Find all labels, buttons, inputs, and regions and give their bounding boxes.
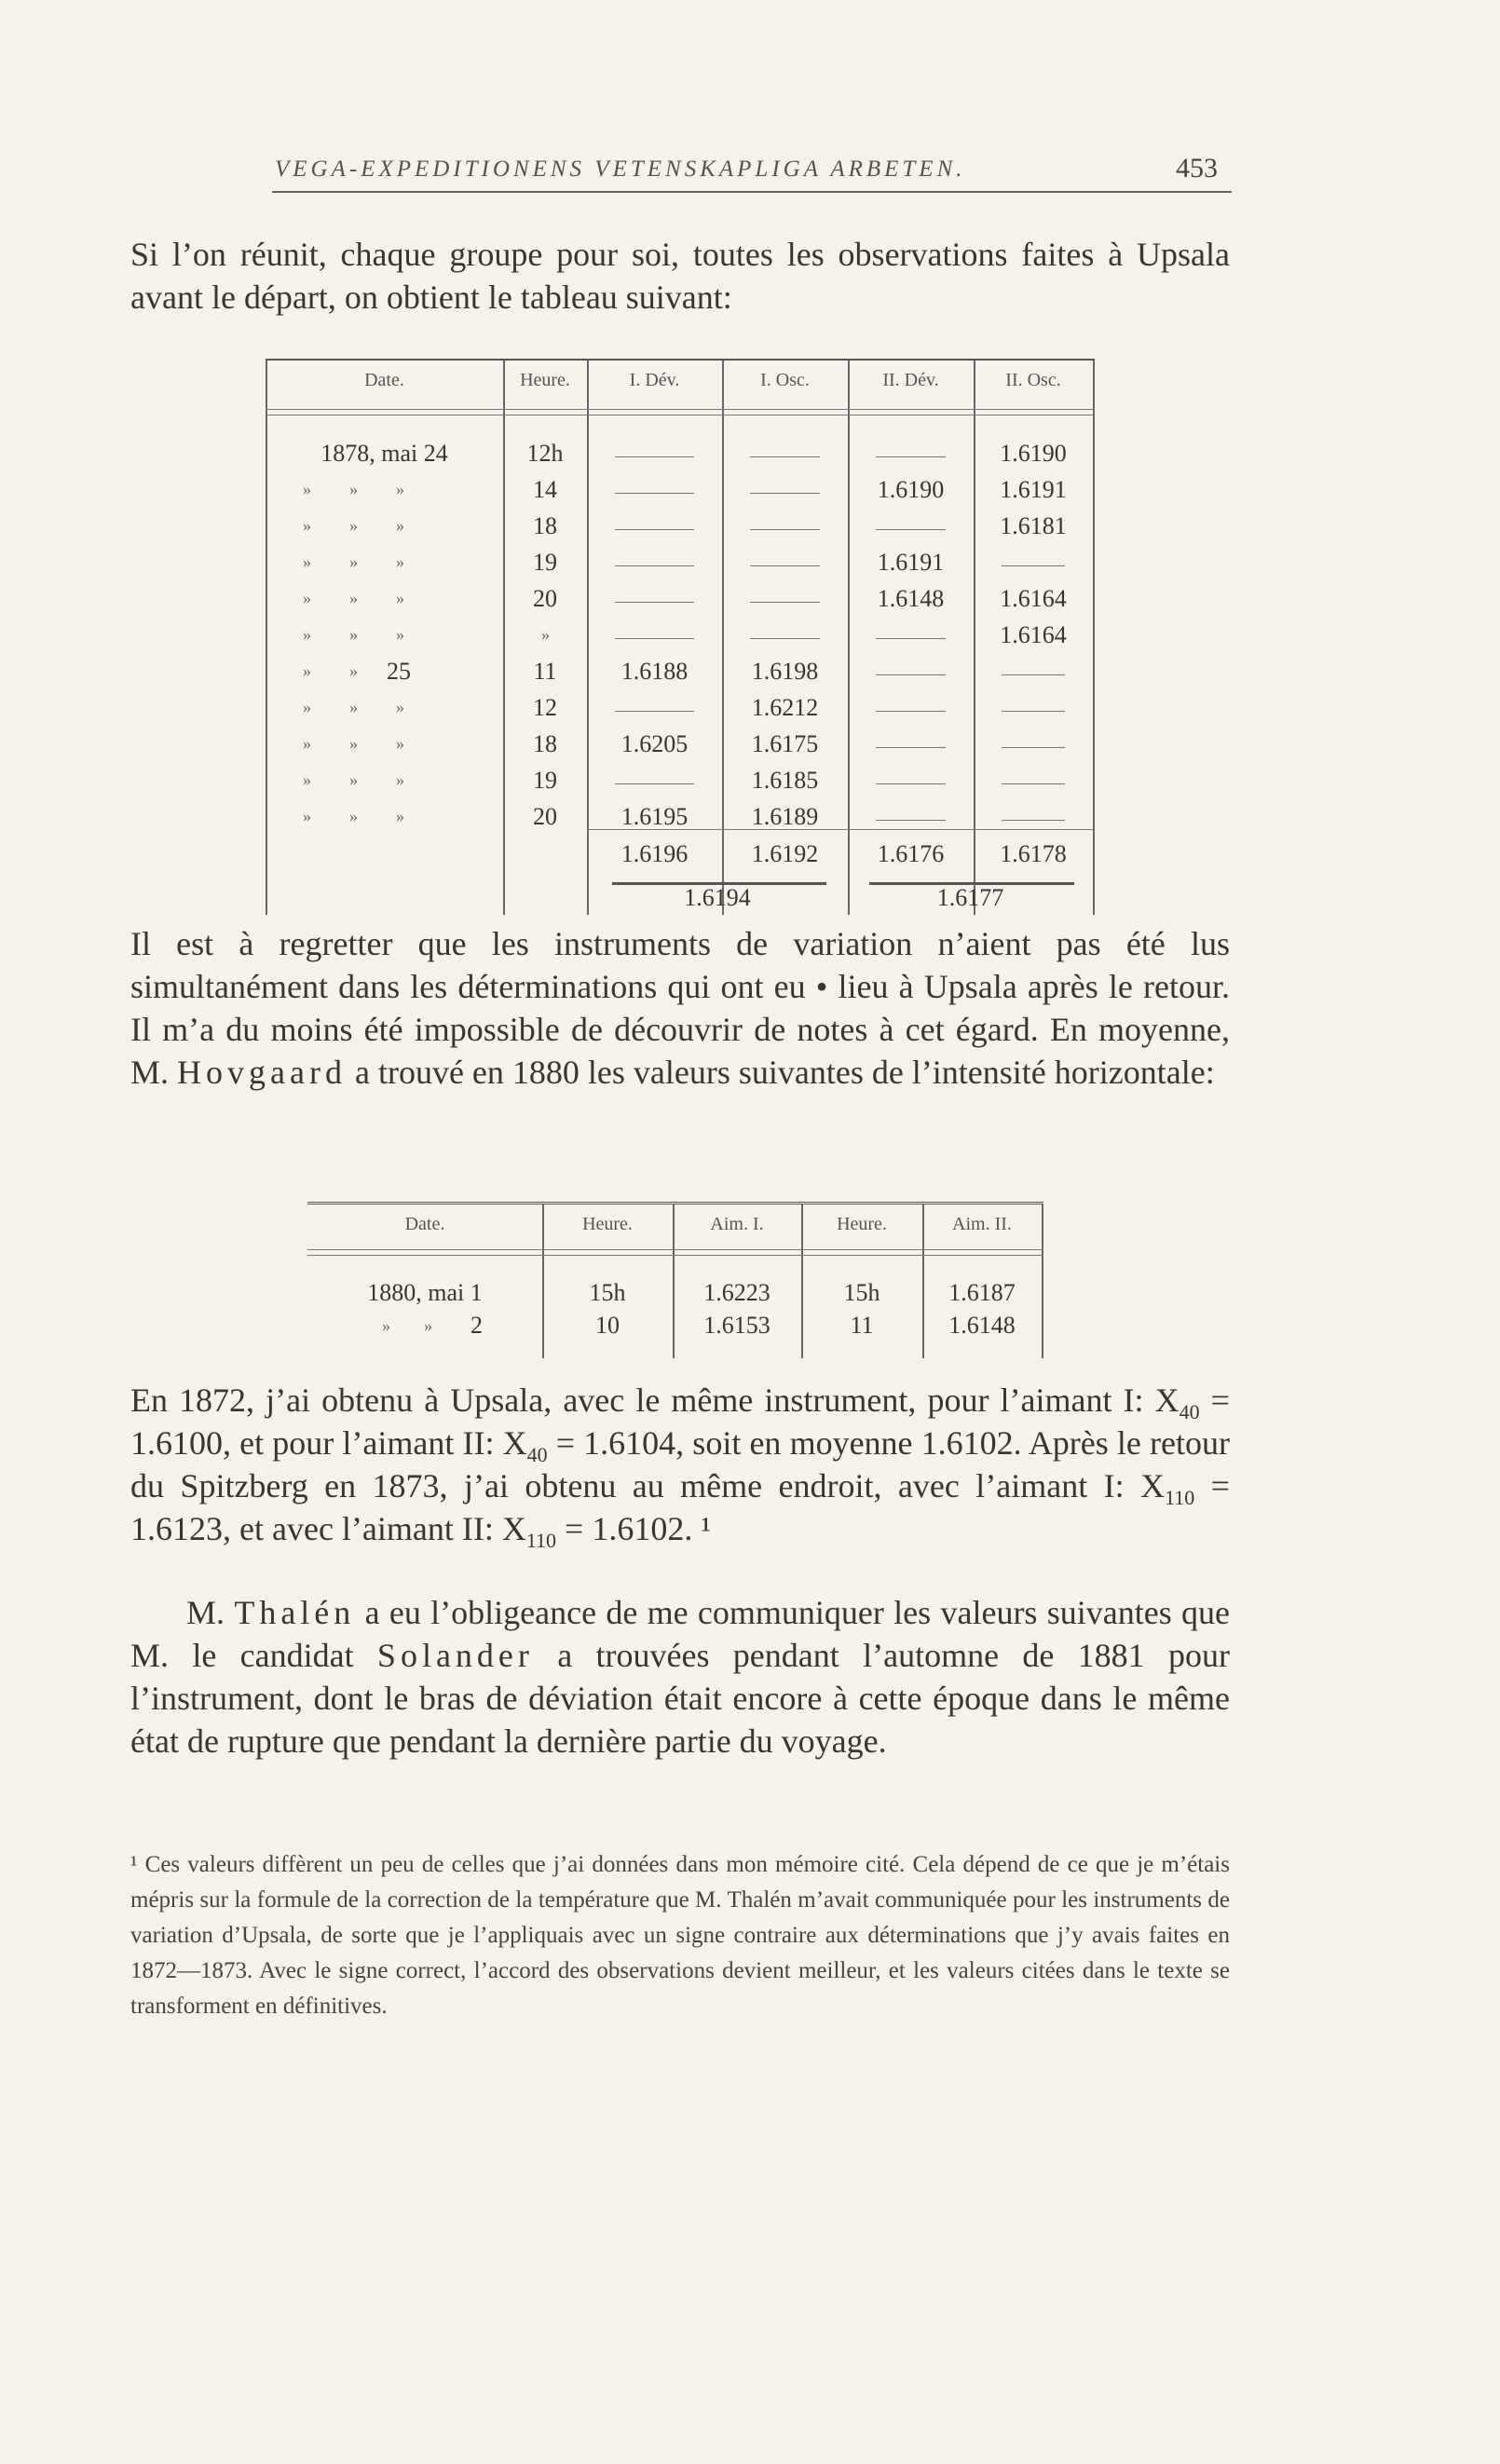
paragraph-1872 [130,1379,1230,1553]
paragraph-intro: Si l’on réunit, chaque groupe pour soi, toutes les observations faites à Upsala avant le départ, on obtient le tableau suivant: [130,236,1230,316]
empty-dash [750,456,820,457]
empty-dash [1002,565,1065,566]
paragraph-text: a eu l’obligeance de me communiquer les valeurs suivantes que M. le candidat [130,1594,1231,1674]
subscript: 110 [525,1529,557,1553]
ditto-mark: » [396,625,404,644]
empty-dash [876,783,946,784]
empty-dash [876,456,946,457]
empty-dash [750,529,820,530]
table-rule [848,361,850,915]
hour-cell: 12h [526,440,564,467]
header-rule [272,191,1232,193]
empty-dash [876,711,946,712]
value-cell: 1.6175 [751,730,819,757]
ditto-mark: » [303,480,311,498]
date-cell: 1878, mai 24 [320,440,448,467]
empty-dash [876,529,946,530]
empty-dash [615,711,694,712]
empty-dash [615,565,694,566]
paragraph-text: = 1.6123, et avec l’aimant II: X [130,1467,1230,1547]
paragraph-text: a trouvé en 1880 les valeurs suivantes de l’intensité horizontale: [346,1054,1215,1091]
value-cell: 1.6153 [703,1312,770,1339]
value-cell: 1.6205 [620,730,689,757]
value-cell: 1.6195 [620,803,689,830]
table-observations-1878 [266,359,1095,915]
empty-dash [876,747,946,748]
ditto-mark: » [349,552,358,571]
table-observations-1880 [307,1202,1043,1358]
hour-cell: 15h [843,1279,880,1306]
empty-dash [1002,820,1065,821]
hour-cell: 19 [533,767,557,794]
hour-cell: 20 [533,803,557,830]
paragraph-text: En 1872, j’ai obtenu à Upsala, avec le même instrument, pour l’aimant I: X [130,1382,1180,1419]
value-cell: 1.6148 [948,1312,1016,1339]
ditto-mark: » [349,734,358,753]
subscript: 40 [1179,1400,1200,1424]
footnote: ¹ Ces valeurs diffèrent un peu de celles que j’ai données dans mon mémoire cité. Cela dépend de ce que je m’étais mépris sur la formule de la correction de la température que M. Thalén m’avait communiquée pour les instruments de variation d’Upsala, de sorte que je l’appliquais avec un signe contraire aux déterminations que j’y avais faites en 1872—1873. Avec le signe correct, l’accord des observations devient meilleur, et les valeurs citées dans le texte se transforment en définitives. [130,1852,1230,2019]
ditto-mark: » [349,770,358,789]
table-rule [587,361,589,915]
date-cell: 25 [387,658,411,685]
header-date: Date. [364,370,404,390]
value-cell: 1.6191 [1000,476,1067,503]
date-cell: 2 [470,1312,483,1339]
table-rule [266,409,1095,410]
value-cell: 1.6198 [751,658,819,685]
ditto-mark: » [349,698,358,716]
ditto-mark: » [541,625,550,644]
paragraph-text: = 1.6102. ¹ [556,1510,712,1547]
empty-dash [615,456,694,457]
ditto-mark: » [396,552,404,571]
value-cell: 1.6185 [751,767,819,794]
ditto-mark: » [349,807,358,825]
paragraph-thalen [130,1591,1230,1763]
ditto-mark: » [396,698,404,716]
date-cell: 1880, mai 1 [367,1279,483,1306]
ditto-mark: » [349,480,358,498]
header-heure-2: Heure. [837,1214,887,1234]
header-heure: Heure. [582,1214,633,1234]
ditto-mark: » [303,516,311,535]
value-cell: 1.6223 [703,1279,770,1306]
header-i-osc: I. Osc. [760,370,810,390]
paragraph-text: M. [186,1594,235,1631]
person-name: Thalén [234,1594,356,1631]
hour-cell: 15h [589,1279,626,1306]
paragraph-text: = 1.6100, et pour l’aimant II: X [130,1382,1230,1462]
subscript: 40 [526,1443,548,1467]
value-cell: 1.6190 [1000,440,1067,467]
ditto-mark: » [303,807,311,825]
ditto-mark: » [396,807,404,825]
empty-dash [615,529,694,530]
table-rule [722,361,724,915]
header-heure: Heure. [520,370,570,390]
empty-dash [876,674,946,675]
paragraph-text: a trouvées pendant l’automne de 1881 pour l’instrument, dont le bras de déviation était encore à cette époque dans le même état de rupture que pendant la dernière partie du voyage. [130,1637,1230,1760]
empty-dash [1002,747,1065,748]
ditto-mark: » [424,1316,432,1335]
table-rule [1093,361,1095,915]
hour-cell: 11 [850,1312,874,1339]
ditto-mark: » [396,516,404,535]
empty-dash [1002,783,1065,784]
ditto-mark: » [382,1316,390,1335]
value-cell: 1.6190 [877,476,945,503]
grand-mean-ii: 1.6177 [936,884,1004,911]
value-cell: 1.6189 [751,803,819,830]
person-name: Hovgaard [177,1054,347,1091]
grand-mean-i: 1.6194 [684,884,751,911]
empty-dash [615,783,694,784]
empty-dash [750,602,820,603]
ditto-mark: » [303,625,311,644]
subscript: 110 [1165,1486,1195,1510]
table-rule [1042,1205,1043,1358]
value-cell: 1.6181 [1000,512,1067,539]
value-cell: 1.6187 [948,1279,1016,1306]
ditto-mark: » [303,770,311,789]
hour-cell: 18 [533,512,557,539]
person-name: Solander [376,1637,534,1674]
empty-dash [1002,711,1065,712]
paragraph-text: = 1.6104, soit en moyenne 1.6102. Après le retour du Spitzberg en 1873, j’ai obtenu au même endroit, avec l’aimant I: X [130,1424,1230,1504]
ditto-mark: » [349,661,358,680]
hour-cell: 10 [595,1312,620,1339]
empty-dash [876,638,946,639]
hour-cell: 20 [533,585,557,612]
header-aim-i: Aim. I. [710,1214,764,1234]
empty-dash [615,602,694,603]
header-ii-dev: II. Dév. [882,370,939,390]
empty-dash [750,565,820,566]
ditto-mark: » [396,589,404,607]
mean-ii-osc: 1.6178 [1000,840,1067,867]
empty-dash [1002,674,1065,675]
ditto-mark: » [396,480,404,498]
value-cell: 1.6164 [1000,585,1067,612]
ditto-mark: » [303,661,311,680]
value-cell: 1.6148 [877,585,945,612]
running-title: VEGA-EXPEDITIONENS VETENSKAPLIGA ARBETEN. [275,157,966,182]
header-ii-osc: II. Osc. [1005,370,1061,390]
ditto-mark: » [303,552,311,571]
header-i-dev: I. Dév. [629,370,680,390]
empty-dash [750,493,820,494]
mean-ii-dev: 1.6176 [877,840,945,867]
ditto-mark: » [349,589,358,607]
empty-dash [615,638,694,639]
value-cell: 1.6188 [620,658,689,685]
table-rule [587,829,1095,830]
hour-cell: 11 [533,658,557,685]
value-cell: 1.6164 [1000,621,1067,648]
header-aim-ii: Aim. II. [952,1214,1012,1234]
hour-cell: 12 [533,694,557,721]
empty-dash [615,493,694,494]
ditto-mark: » [303,589,311,607]
ditto-mark: » [349,516,358,535]
ditto-mark: » [303,734,311,753]
ditto-mark: » [396,734,404,753]
ditto-mark: » [396,770,404,789]
hour-cell: 18 [533,730,557,757]
table-rule [307,1255,1043,1256]
paragraph-text: Il est à regretter que les instruments de variation n’aient pas été lus simultanément dans les déterminations qui ont eu • lieu à Upsala après le retour. Il m’a du moins été impossible de découvrir de notes à cet égard. En moyenne, M. [130,925,1230,1091]
ditto-mark: » [303,698,311,716]
value-cell: 1.6191 [877,549,945,576]
header-date: Date. [404,1214,445,1234]
paragraph-regret [130,922,1230,1094]
mean-i-dev: 1.6196 [620,840,689,867]
empty-dash [876,820,946,821]
table-rule [307,1249,1043,1250]
hour-cell: 19 [533,549,557,576]
value-cell: 1.6212 [751,694,819,721]
hour-cell: 14 [533,476,557,503]
mean-i-osc: 1.6192 [751,840,819,867]
empty-dash [750,638,820,639]
page-number: 453 [1176,153,1218,184]
ditto-mark: » [349,625,358,644]
